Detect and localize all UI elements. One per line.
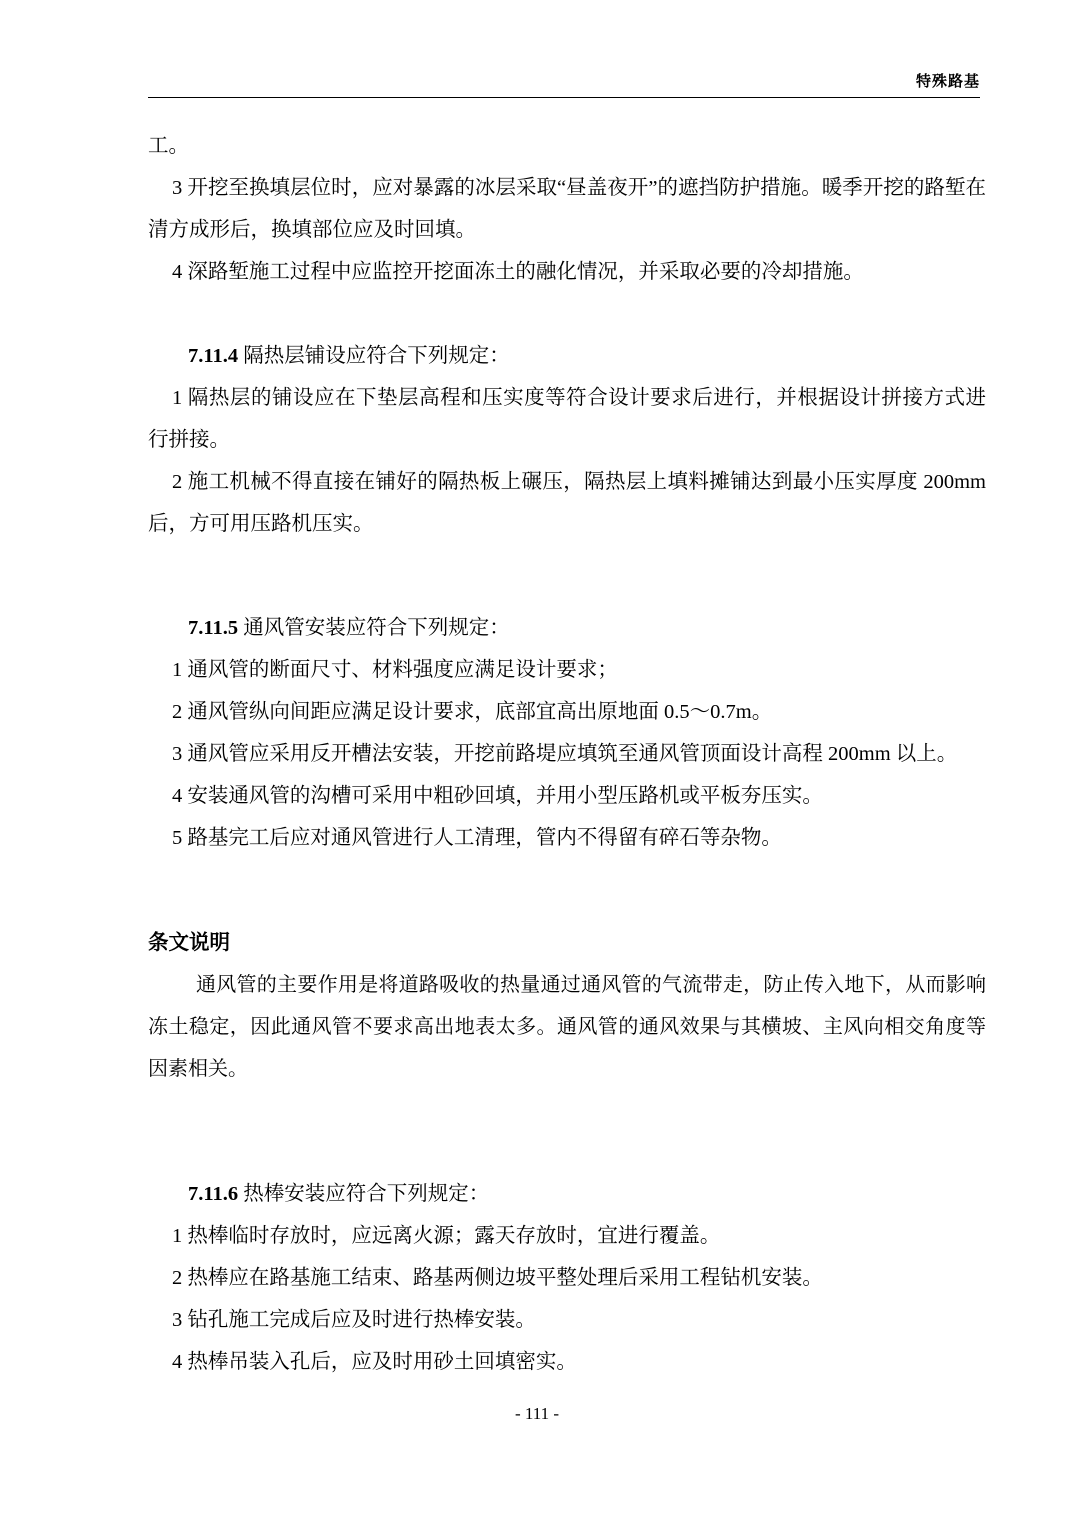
paragraph-7-11-4-item-1: 1 隔热层的铺设应在下垫层高程和压实度等符合设计要求后进行，并根据设计拼接方式进行拼接。 xyxy=(148,387,986,451)
paragraph-7-11-5-item-5: 5 路基完工后应对通风管进行人工清理，管内不得留有碎石等杂物。 xyxy=(172,827,782,849)
paragraph-continued: 工。 xyxy=(148,135,189,157)
page-header xyxy=(148,70,980,98)
paragraph-7-11-4-item-2: 2 施工机械不得直接在铺好的隔热板上碾压，隔热层上填料摊铺达到最小压实厚度 200mm 后，方可用压路机压实。 xyxy=(148,471,986,535)
paragraph-7-11-6-item-3: 3 钻孔施工完成后应及时进行热棒安装。 xyxy=(172,1309,536,1331)
spacer xyxy=(148,587,986,607)
paragraph-7-11-6-item-1: 1 热棒临时存放时，应远离火源；露天存放时，宜进行覆盖。 xyxy=(172,1225,721,1247)
paragraph-7-11-6-item-4: 4 热棒吊装入孔后，应及时用砂土回填密实。 xyxy=(172,1351,577,1373)
paragraph-item-3: 3 开挖至换填层位时，应对暴露的冰层采取“昼盖夜开”的遮挡防护措施。暖季开挖的路堑在清方成形后，换填部位应及时回填。 xyxy=(148,177,986,241)
paragraph-7-11-5-item-1: 1 通风管的断面尺寸、材料强度应满足设计要求； xyxy=(172,659,618,681)
paragraph-7-11-5-item-4: 4 安装通风管的沟槽可采用中粗砂回填，并用小型压路机或平板夯压实。 xyxy=(172,785,823,807)
explanation-heading: 条文说明 xyxy=(148,930,230,954)
section-heading-7-11-4 xyxy=(148,335,986,377)
section-title: 通风管安装应符合下列规定： xyxy=(243,617,510,639)
paragraph-7-11-6-item-2: 2 热棒应在路基施工结束、路基两侧边坡平整处理后采用工程钻机安装。 xyxy=(172,1267,823,1289)
spacer xyxy=(148,859,986,901)
section-title: 隔热层铺设应符合下列规定： xyxy=(243,345,510,367)
spacer xyxy=(148,901,986,921)
explanation-body: 通风管的主要作用是将道路吸收的热量通过通风管的气流带走，防止传入地下，从而影响冻土稳定，因此通风管不要求高出地表太多。通风管的通风效果与其横坡、主风向相交角度等因素相关。 xyxy=(148,972,986,1080)
page-footer xyxy=(0,1404,1074,1424)
page-content xyxy=(148,125,986,1383)
header-title: 特殊路基 xyxy=(915,72,980,90)
spacer xyxy=(148,293,986,335)
page-number: - 111 - xyxy=(514,1404,560,1423)
section-number: 7.11.5 xyxy=(188,617,239,639)
spacer xyxy=(148,545,986,587)
section-heading-7-11-6 xyxy=(148,1173,986,1215)
section-number: 7.11.4 xyxy=(188,345,239,367)
paragraph-item-4: 4 深路堑施工过程中应监控开挖面冻土的融化情况，并采取必要的冷却措施。 xyxy=(172,261,864,283)
section-title: 热棒安装应符合下列规定： xyxy=(243,1183,490,1205)
paragraph-7-11-5-item-3: 3 通风管应采用反开槽法安装，开挖前路堤应填筑至通风管顶面设计高程 200mm 以上。 xyxy=(172,743,958,765)
spacer xyxy=(148,1089,986,1131)
spacer xyxy=(148,1131,986,1173)
paragraph-7-11-5-item-2: 2 通风管纵向间距应满足设计要求，底部宜高出原地面 0.5～0.7m。 xyxy=(172,701,773,723)
section-heading-7-11-5 xyxy=(148,607,986,649)
section-number: 7.11.6 xyxy=(188,1183,239,1205)
